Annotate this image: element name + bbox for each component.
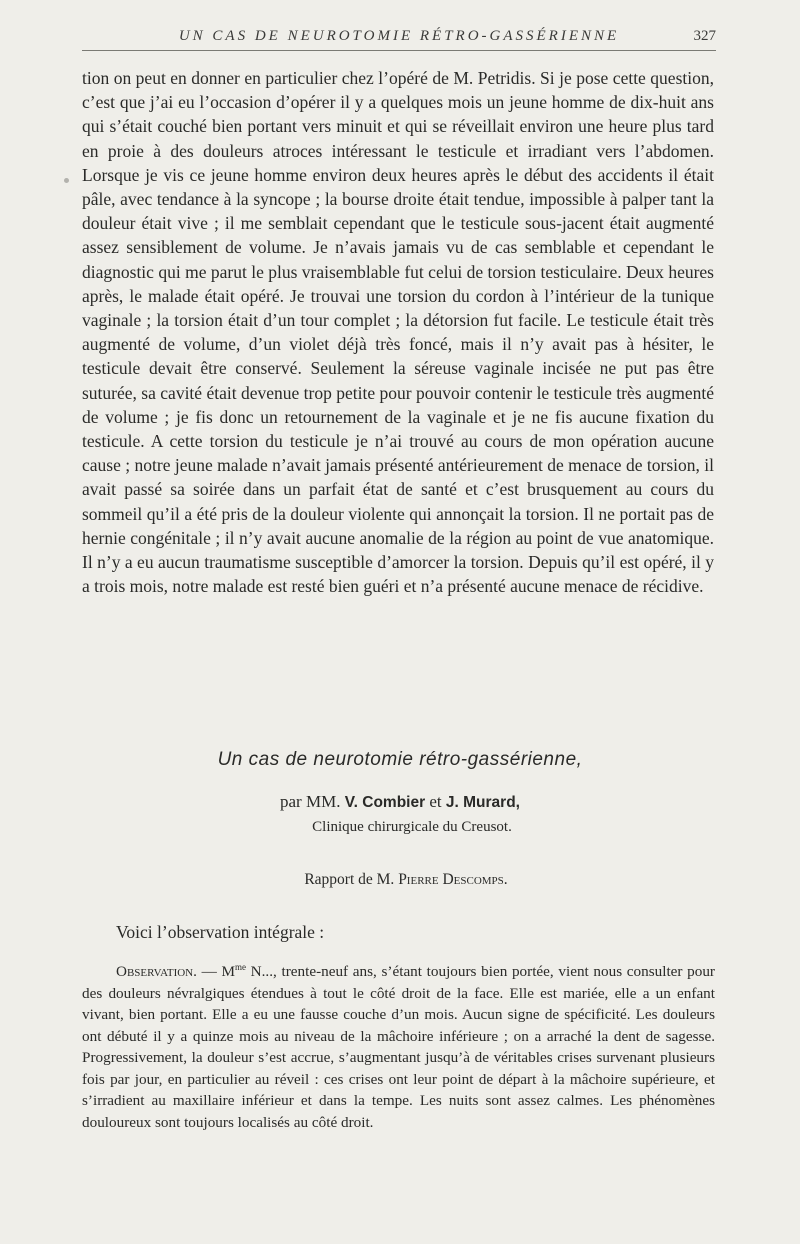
observation-text: N..., trente-neuf ans, s’étant toujours bien portée, vient nous consulter pour des douleurs névralgiques étendues à tout le côté droit de la face. Elle est mariée, elle a un enfant vivant, bien portant. Elle a eu une fausse couche d’un mois. Aucun signe de spécificité. Les douleurs ont débuté il y a quinze mois au niveau de la mâchoire inférieure ; on a arraché la dent de sagesse. Progressivement, la douleur s’est accrue, s’augmentant jusqu’à de véritables crises survenant plusieurs fois par jour, en particulier au réveil : ces crises ont leur point de départ à la mâchoire supérieure, et s’irradient au maxillaire inférieur et dans la tempe. Les nuits sont assez calmes. Les phénomènes douloureux sont toujours localisés au côté droit. [82,963,715,1131]
running-head [82,28,716,51]
intro-line: Voici l’observation intégrale : [116,922,325,942]
observation-label: Observation. [116,963,197,980]
mme-superscript: me [234,961,246,972]
and-label: et [429,792,442,811]
observation-dash: — M [196,963,235,980]
author-combier: V. Combier [344,794,426,811]
observation-paragraph [82,961,715,1133]
report-prefix: Rapport de M. [304,871,395,888]
report-line [0,871,800,889]
paragraph-text: tion on peut en donner en particulier chez l’opéré de M. Petridis. Si je pose cette question, c’est que j’ai eu l’occasion d’opérer il y a quelques mois un jeune homme de dix-huit ans qui s’était couché bien portant vers minuit et qui se réveillait environ une heure plus tard en proie à des douleurs atroces intéressant le testicule et irradiant vers l’abdomen. Lorsque je vis ce jeune homme environ deux heures après le début des accidents il était pâle, avec tendance à la syncope ; la bourse droite était tendue, impossible à palper tant la douleur était vive ; il me semblait cependant que le testicule sous-jacent était augmenté assez sensiblement de volume. Je n’avais jamais vu de cas semblable et cependant le diagnostic qui me parut le plus vraisemblable fut celui de torsion testiculaire. Deux heures après, le malade était opéré. Je trouvai une torsion du cordon à l’intérieur de la tunique vaginale ; la torsion était d’un tour complet ; la détorsion fut facile. Le testicule était très augmenté de volume, d’un violet déjà très foncé, mais il n’y avait pas à hésiter, le testicule devait être conservé. Seulement la séreuse vaginale incisée ne put pas être suturée, sa cavité était devenue trop petite pour pouvoir contenir le testicule très augmenté de volume ; je fis donc un retournement de la vaginale et je ne fis aucune fixation du testicule. A cette torsion du testicule je n’ai trouvé au cours de mon opération aucune cause ; notre jeune malade n’avait jamais présenté antérieurement de menace de torsion, il avait passé sa soirée dans un parfait état de santé et c’est brusquement au cours du sommeil qu’il a été pris de la douleur violente qui annonçait la torsion. Il ne portait pas de hernie congénitale ; il n’y avait aucune anomalie de la région au point de vue anatomique. Il n’y a eu aucun traumatisme susceptible d’amorcer la torsion. Depuis qu’il est opéré, il y a trois mois, notre malade est resté bien guéri et n’a présenté aucune menace de récidive. [82,68,714,597]
affiliation: Clinique chirurgicale du Creusot. [312,819,512,835]
author-murard: J. Murard, [445,794,520,811]
continuation-paragraph [82,66,714,598]
page-number: 327 [693,28,716,44]
running-title: UN CAS DE NEUROTOMIE RÉTRO-GASSÉRIENNE [178,28,620,44]
author-line [0,792,800,812]
by-label: par MM. [280,792,341,811]
reporter-name: Pierre Descomps. [398,871,508,888]
article-title: Un cas de neurotomie rétro-gassérienne, [217,749,583,770]
margin-mark [64,178,69,183]
